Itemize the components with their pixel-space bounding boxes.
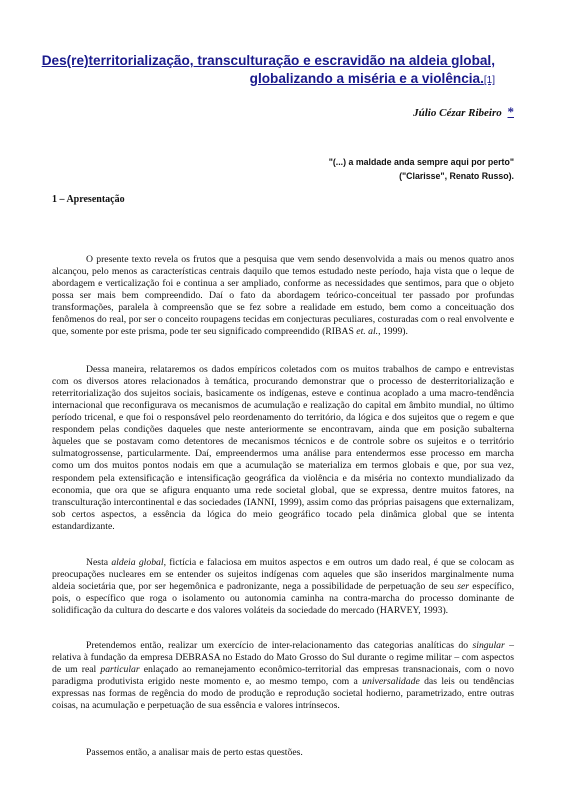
paragraph-4 — [52, 640, 514, 713]
epigraph — [329, 155, 514, 183]
p4-text-c: enlaçado ao remanejamento econômico-territorial das empresas transnacionais, com o novo paradigma produtivista erigido neste momento e, ao mesmo tempo, com a — [52, 663, 514, 687]
paragraph-5: Passemos então, a analisar mais de perto estas questões. — [86, 746, 303, 758]
p3-text-b: , fictícia e falaciosa em muitos aspectos e em outros um dado real, é que se colocam as preocupações nucleares em se entender os sujeitos indígenas com aqueles que são inseridos marginalmente numa aldeia societária que, por ser hegemônica e padronizante, nega a possibilidade de perpetuação de seu — [52, 556, 514, 592]
document-title — [40, 52, 495, 90]
paragraph-1 — [52, 254, 514, 339]
p1-text: O presente texto revela os frutos que a pesquisa que vem sendo desenvolvida a mais ou menos quatro anos alcançou, pelo menos as características centrais daquilo que temos estudado neste período, haja vista que o leque de abordagem e verticalização foi e continua a ser ampliado, conforme as necessidades que sentimos, para que o objeto possa ser mais bem compreendido. Daí o fato da abordagem teórico-conceitual ter passado por profundas transformações, paralela à compreensão que se fez sobre a realidade em estudo, bem como a conceituação dos fenômenos do real, por ser o conceito roupagens tecidas em conjecturas peculiares, costuradas com o real envolvente e que, somente por este prisma, pode ter seu significado compreendido (RIBAS — [52, 253, 514, 338]
p1-italic: et. al. — [356, 326, 379, 338]
paragraph-2: Dessa maneira, relataremos os dados empíricos coletados com os muitos trabalhos de campo e entrevistas com os diversos atores relacionados à temática, procurando demonstrar que o processo de desterritorialização e reterritorialização dos sujeitos sociais, basicamente os indígenas, esteve e continua acoplado a uma macro-tendência internacional que reconfigurava os mecanismos de acumulação e realização do capital em âmbito mundial, no último período tricenal, e que foi o responsável pelo reordenamento do território, da lógica e dos sujeitos que o regem e que respondem pelas condições daqueles que neste anteriormente se encontravam, ainda que em posição subalterna àqueles que se postavam como detentores de mecanismos técnicos e de controle sobre os sujeitos e o território sulmatogrossense, particularmente. Daí, empreendermos uma análise para entendermos esse processo em marcha como um dos muitos pontos nodais em que a acumulação se materializa em termos globais e que, por sua vez, respondem pela extensificação e intensificação geográfica da violência e da miséria no contexto mundializado da economia, que ora que se afigura enquanto uma rede societal global, que se expressa, dentre muitos fatores, na transculturação intercontinental e das sociedades (IANNI, 1999), assim como das próprias paisagens que externalizam, sob certos aspectos, a essência da lógica do meio geográfico tocado pela dinâmica global que se intenta estandardizante. — [52, 363, 514, 532]
p3-italic-2: ser — [457, 580, 470, 592]
title-line-2-text[interactable]: globalizando a miséria e a violência. — [249, 71, 484, 86]
section-heading: 1 – Apresentação — [52, 194, 125, 205]
title-line-2[interactable] — [40, 70, 495, 90]
paragraph-3 — [52, 557, 514, 617]
p3-text-a: Nesta — [86, 556, 112, 568]
p4-italic-2: particular — [100, 663, 140, 675]
p3-text-c: específico, pois, o específico que roga o isolamento ou autonomia caminha na contra-marcha do processo dominante de solidificação da cultura do descarte e dos valores voláteis da sociedade do mercado (HARVEY, 1993). — [52, 580, 514, 617]
epigraph-attribution: ("Clarisse", Renato Russo). — [399, 171, 514, 181]
p4-text-d: das leis ou tendências expressas nas formas de regência do modo de produção e reprodução societal hodierno, parametrizado, entre outras coisas, na acumulação e perpetuação de sua essência e valores intrínsecos. — [52, 675, 514, 712]
epigraph-quote: "(...) a maldade anda sempre aqui por perto" — [328, 157, 514, 167]
p4-text-a: Pretendemos então, realizar um exercício de inter-relacionamento das categorias analíticas do — [86, 639, 473, 651]
author-note-link[interactable]: * — [507, 104, 514, 119]
p4-italic-3: universalidade — [362, 675, 420, 687]
p1-end: , 1999). — [378, 326, 408, 338]
p3-italic-1: aldeia global — [111, 556, 164, 568]
p4-text-b: – relativa à fundação da empresa DEBRASA no Estado do Mato Grosso do Sul durante o regime militar – com aspectos de um real — [52, 639, 515, 675]
title-line-1[interactable]: Des(re)territorialização, transculturação e escravidão na aldeia global, — [41, 53, 495, 68]
footnote-link[interactable]: [1] — [483, 75, 495, 86]
author-name: Júlio Cézar Ribeiro — [413, 107, 502, 119]
author-line — [413, 104, 514, 120]
p4-italic-1: singular — [472, 639, 505, 651]
